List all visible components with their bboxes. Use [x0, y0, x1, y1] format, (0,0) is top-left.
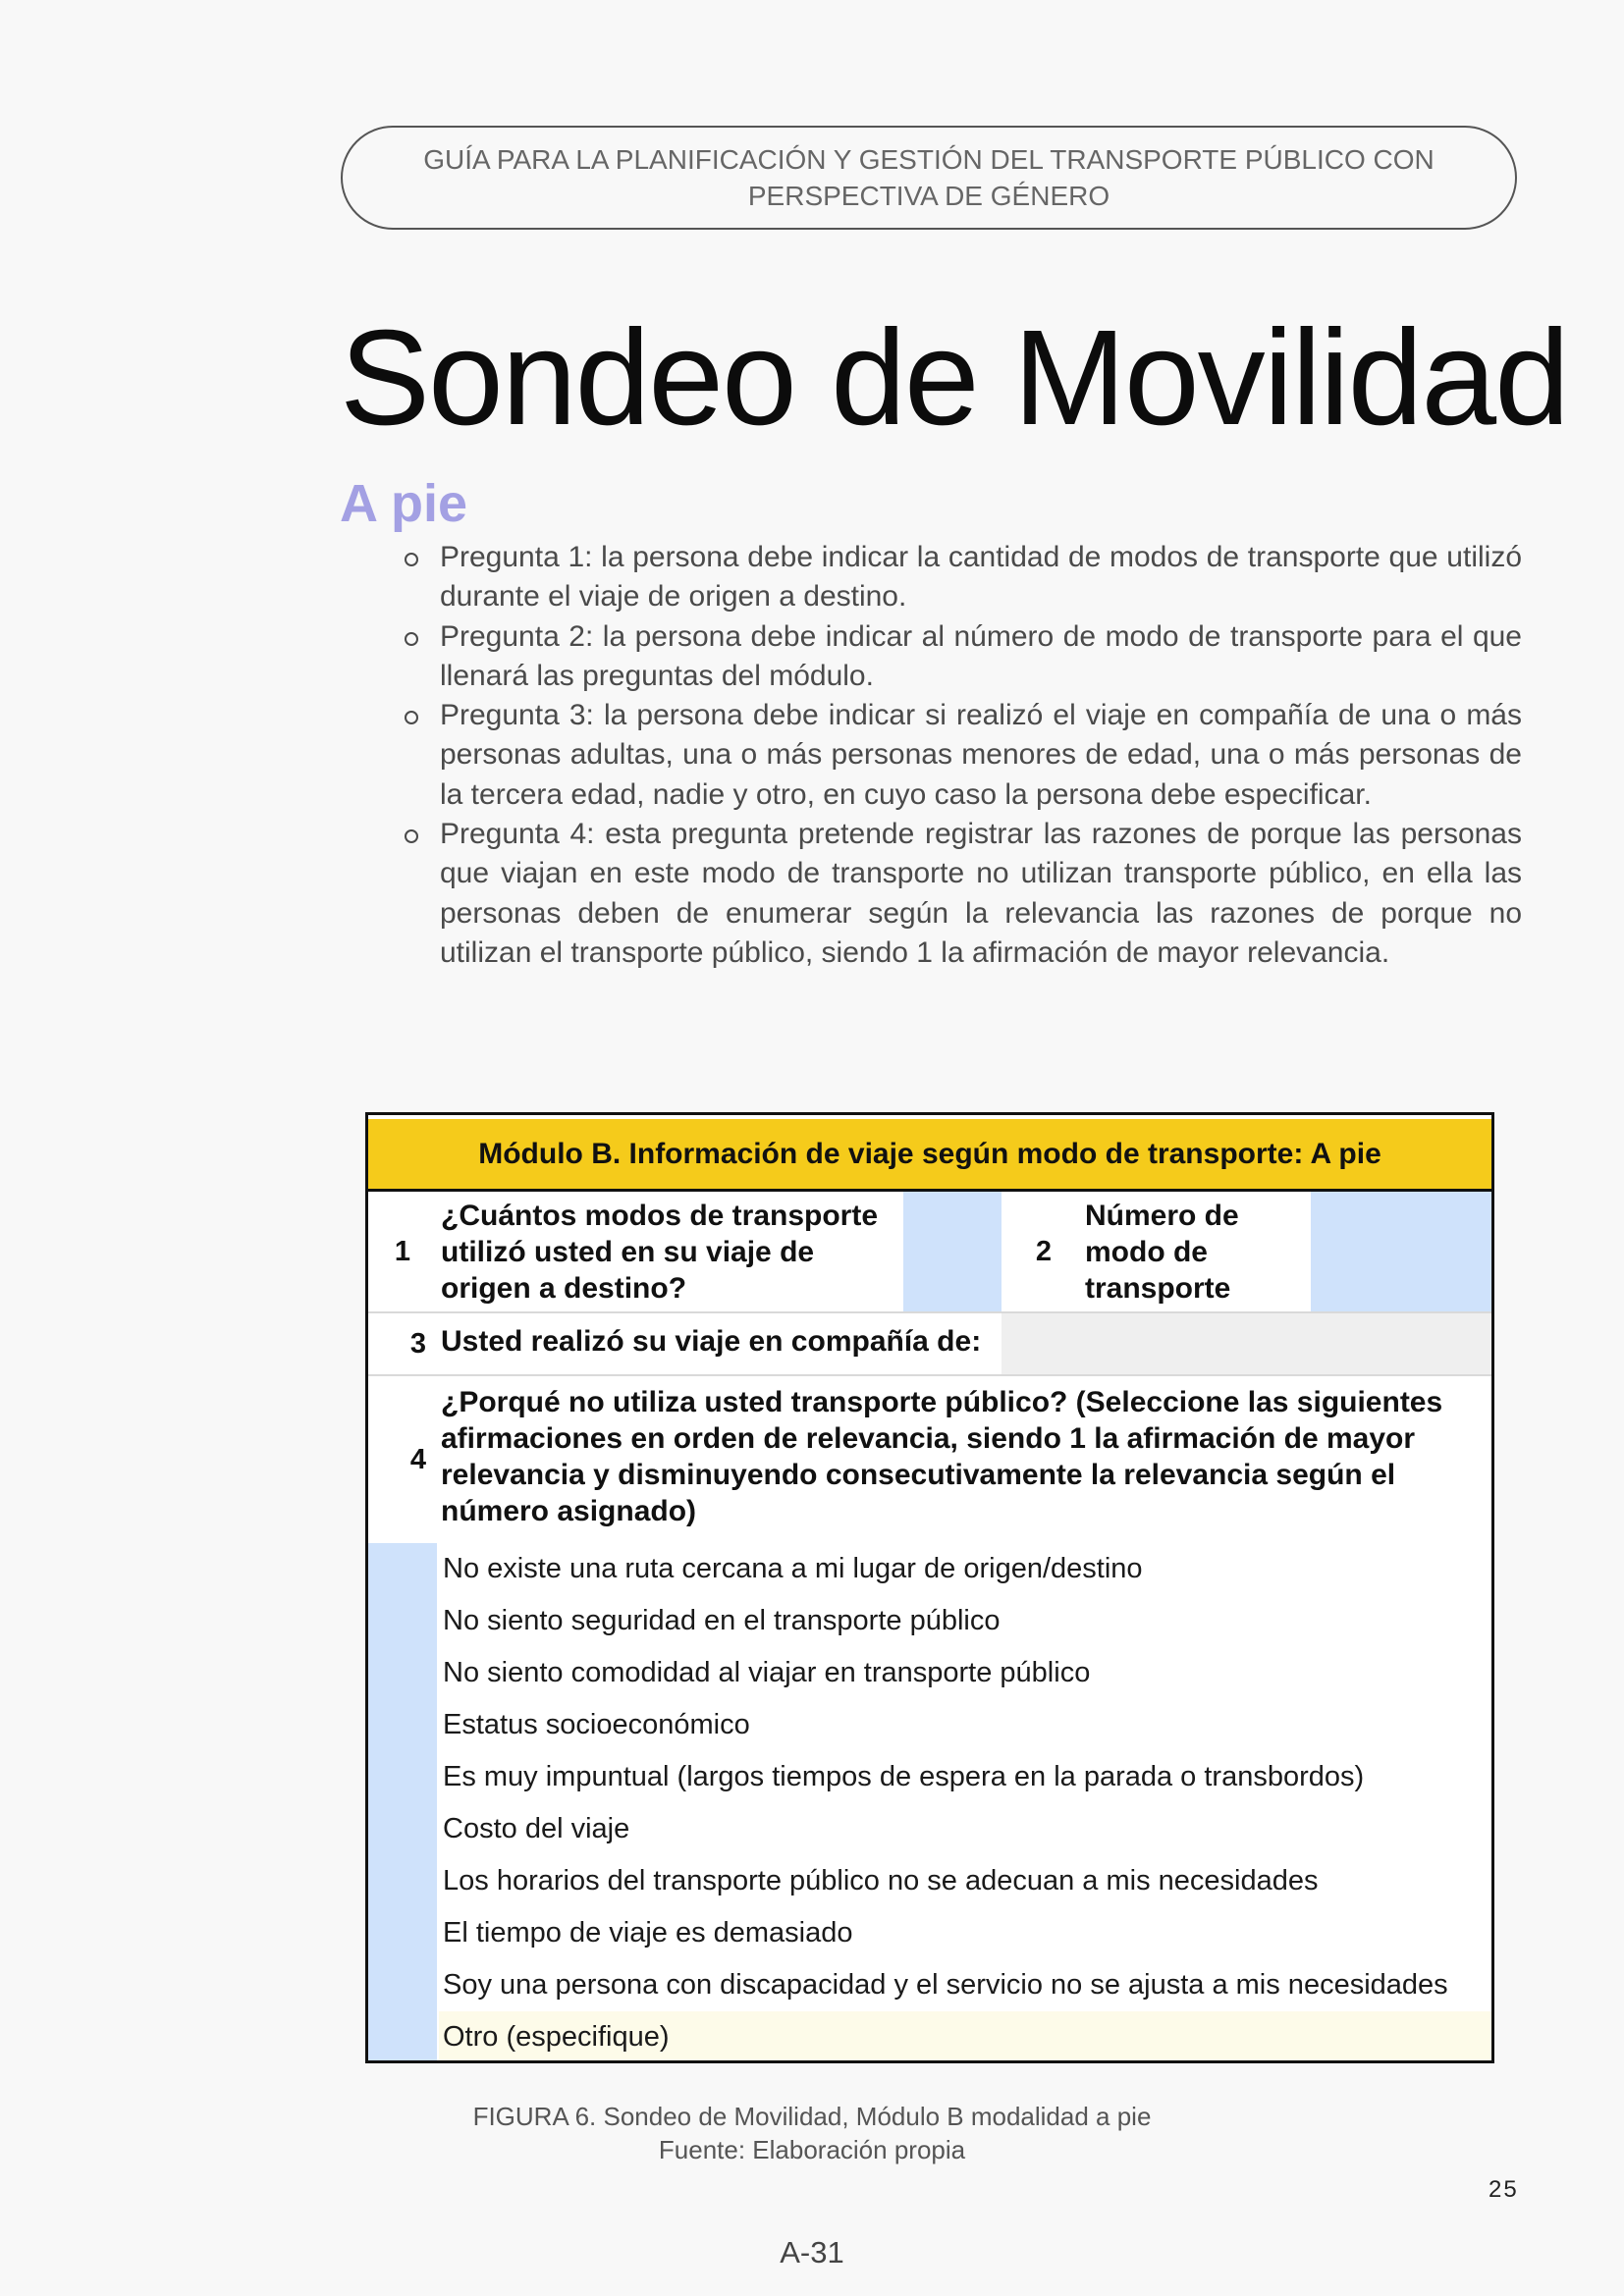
option-item: No siento seguridad en el transporte público — [443, 1605, 1001, 1636]
row-divider — [368, 1374, 1491, 1376]
page-title: Sondeo de Movilidad — [340, 302, 1568, 454]
footer-page-code: A-31 — [780, 2235, 844, 2269]
q1-text: ¿Cuántos modos de transporte utilizó usted en su viaje de origen a destino? — [441, 1200, 879, 1305]
option-item: Estatus socioeconómico — [443, 1709, 750, 1740]
circle-bullet-icon — [405, 711, 418, 724]
section-subtitle: A pie — [340, 474, 468, 533]
option-item: Costo del viaje — [443, 1813, 630, 1844]
option-item: Soy una persona con discapacidad y el servicio no se ajusta a mis necesidades — [443, 1969, 1448, 2001]
q3-text: Usted realizó su viaje en compañía de: — [441, 1325, 982, 1358]
list-item: Pregunta 4: esta pregunta pretende registrar las razones de porque las personas que viajan en este modo de transporte no utilizan transporte público, en ella las personas deben de enumerar según la relevancia las razones de porque no utilizan el transporte público, siendo 1 la afirmación de mayor relevancia. — [403, 815, 1522, 973]
list-item: Pregunta 1: la persona debe indicar la cantidad de modos de transporte que utilizó durante el viaje de origen a destino. — [403, 538, 1522, 617]
figure-source: Fuente: Elaboración propia — [658, 2135, 966, 2164]
option-item: Los horarios del transporte público no se adecuan a mis necesidades — [443, 1865, 1319, 1896]
circle-bullet-icon — [405, 632, 418, 646]
q1-answer-field[interactable] — [903, 1192, 1001, 1312]
list-item: Pregunta 3: la persona debe indicar si realizó el viaje en compañía de una o más personas adultas, una o más personas menores de edad, una o más personas de la tercera edad, nadie y otro, en cuyo caso la persona debe especificar. — [403, 696, 1522, 815]
option-item: Otro (especifique) — [443, 2021, 670, 2053]
figure-caption: FIGURA 6. Sondeo de Movilidad, Módulo B modalidad a pie — [472, 2102, 1152, 2131]
q1-number: 1 — [394, 1236, 411, 1267]
question-list — [403, 538, 1522, 973]
option-item: No existe una ruta cercana a mi lugar de origen/destino — [443, 1553, 1143, 1584]
header-text: GUÍA PARA LA PLANIFICACIÓN Y GESTIÓN DEL TRANSPORTE PÚBLICO CON PERSPECTIVA DE GÉNERO — [423, 144, 1435, 211]
q4-number: 4 — [409, 1443, 427, 1475]
q2-number: 2 — [1035, 1236, 1053, 1267]
q3-number: 3 — [409, 1327, 427, 1360]
q3-answer-field[interactable] — [1001, 1313, 1491, 1374]
q2-answer-field[interactable] — [1311, 1192, 1491, 1312]
list-item: Pregunta 2: la persona debe indicar al número de modo de transporte para el que llenará las preguntas del módulo. — [403, 617, 1522, 697]
circle-bullet-icon — [405, 553, 418, 566]
option-item: No siento comodidad al viajar en transporte público — [443, 1657, 1091, 1688]
q2-text: Número de modo de transporte — [1085, 1200, 1239, 1305]
option-item: El tiempo de viaje es demasiado — [443, 1917, 853, 1949]
option-item: Es muy impuntual (largos tiempos de espera en la parada o transbordos) — [443, 1761, 1365, 1792]
form-banner: Módulo B. Información de viaje según modo de transporte: A pie — [368, 1119, 1491, 1192]
q4-text: ¿Porqué no utiliza usted transporte público? (Seleccione las siguientes afirmaciones en orden de relevancia, siendo 1 la afirmación de mayor relevancia y disminuyendo consecutivamente la relevancia según el número asignado) — [441, 1386, 1443, 1527]
header-banner — [341, 126, 1517, 230]
survey-form-figure — [365, 1112, 1494, 2063]
ranking-column[interactable] — [368, 1543, 437, 2063]
circle-bullet-icon — [405, 829, 418, 843]
page-number: 25 — [1489, 2176, 1519, 2203]
